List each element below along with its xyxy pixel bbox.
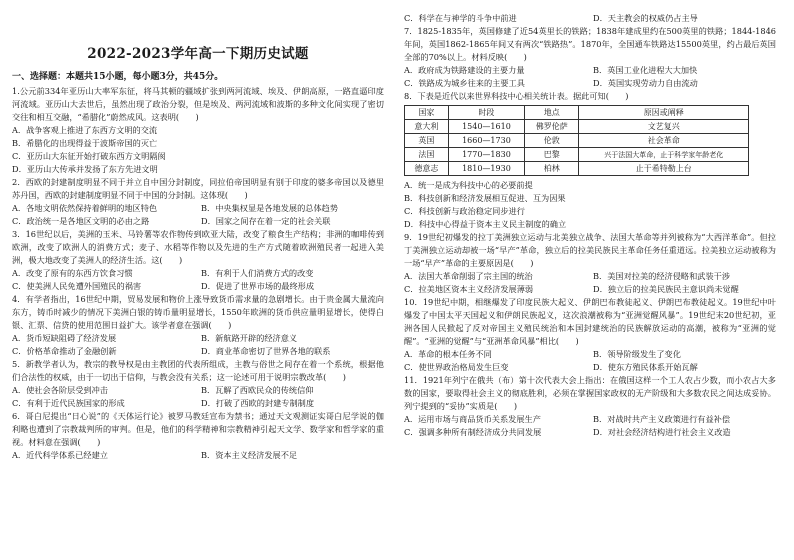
option-b[interactable]: B．瓦解了西欧民众的传统信仰 <box>201 385 314 395</box>
table-row <box>405 162 749 176</box>
question-6: 6．哥白尼提出“日心说”的《天体运行论》被罗马教廷宣布为禁书；通过天文观测证实哥白尼学说的伽利略也遭到了宗教裁判所的审判。但是，他们的科学精神和宗教精神引起天文学、数学家和哲学家的重视。材料意在强调( ) <box>12 411 384 447</box>
question-8: 8．下表是近代以来世界科技中心相关统计表。据此可知( ) <box>404 91 629 101</box>
table-cell: 法国 <box>405 148 449 162</box>
option-a[interactable]: A．法国大革命削弱了宗主国的统治 <box>404 271 533 281</box>
question-11: 11．1921年列宁在俄共（布）第十次代表大会上指出：在俄国这样一个工人农占少数，而小农占大多数的国家，要取得社会主义的彻底胜利，必须在掌握国家政权的无产阶级和大多数农民之间达成妥协。列宁提到的“妥协”实质是( ) <box>404 375 776 411</box>
option-c[interactable]: C．价格革命推动了金融创新 <box>12 346 117 356</box>
question-4-options <box>12 332 384 358</box>
table-header: 时段 <box>448 106 524 120</box>
table-row <box>405 120 749 134</box>
table-header: 国家 <box>405 106 449 120</box>
table-header-row <box>405 106 749 120</box>
option-a[interactable]: A．运用市场与商品货币关系发展生产 <box>404 414 541 424</box>
option-c[interactable]: C．亚历山大东征开始打破东西方文明隔阂 <box>12 151 166 161</box>
question-7-options <box>404 64 776 90</box>
option-a[interactable]: A．统一是成为科技中心的必要前提 <box>404 180 533 190</box>
table-header: 地点 <box>525 106 579 120</box>
option-d[interactable]: D．对社会经济结构进行社会主义改造 <box>593 427 731 437</box>
question-11-options <box>404 413 776 439</box>
table-cell: 1540—1610 <box>448 120 524 134</box>
question-10: 10．19世纪中期，相继爆发了印度民族大起义、伊朗巴布教徒起义、伊朗巴布教徒起义。19世纪中叶爆发了中国太平天国起义和伊朗民族起义，这次浪潮被称为“亚洲觉醒风暴”。19世纪末20世纪初，亚洲各国人民掀起了反对帝国主义殖民统治和本国封建统治的民族解放运动的高潮，被称为“亚洲的觉醒”。“亚洲的觉醒”与“亚洲革命风暴”相比( ) <box>404 297 776 346</box>
option-a[interactable]: A．革命的根本任务不同 <box>404 349 492 359</box>
question-9-options <box>404 270 776 296</box>
question-4: 4．有学者指出，16世纪中期，贸易发展和物价上涨导致货币需求量的急剧增长。由于贵金属大量流向东方，铸币时减少的情况下美洲白银的铸币量明显增长，1550年欧洲的货币供应量明显增长，使得白银、汇票、信贷的使用范围日益扩大。该学者意在强调( ) <box>12 294 384 330</box>
option-d[interactable]: D．独立后的拉美民族民主意识尚未觉醒 <box>593 284 739 294</box>
table-header: 原因或阐释 <box>579 106 749 120</box>
option-d[interactable]: D．使东方殖民体系开始瓦解 <box>593 362 698 372</box>
option-a[interactable]: A．战争客观上推进了东西方文明的交流 <box>12 125 158 135</box>
table-cell: 英国 <box>405 134 449 148</box>
option-a[interactable]: A．改变了原有的东西方饮食习惯 <box>12 268 133 278</box>
option-c[interactable]: C．政治统一是各地区文明的必由之路 <box>12 216 150 226</box>
option-d[interactable]: D．亚历山大传承并发扬了东方先进文明 <box>12 164 158 174</box>
option-b[interactable]: B．新航路开辟的经济意义 <box>201 333 298 343</box>
option-a[interactable]: A．货币短缺阻碍了经济发展 <box>12 333 117 343</box>
option-c[interactable]: C．有利于近代民族国家的形成 <box>12 398 125 408</box>
option-d[interactable]: D．商业革命密切了世界各地的联系 <box>201 346 331 356</box>
option-c[interactable]: C．使美洲人民免遭外国殖民的祸害 <box>12 281 142 291</box>
option-c[interactable]: C．拉美地区资本主义经济发展薄弱 <box>404 284 534 294</box>
table-cell: 兴于法国大革命，止于科学家年龄老化 <box>579 148 749 162</box>
table-cell: 1660—1730 <box>448 134 524 148</box>
option-a[interactable]: A．近代科学体系已经建立 <box>12 450 108 460</box>
option-b[interactable]: B．中央集权显是各地发展的总体趋势 <box>201 203 339 213</box>
option-d[interactable]: D．促进了世界市场的最终形成 <box>201 281 315 291</box>
option-c[interactable]: C．科技创新与政治稳定同步进行 <box>404 206 525 216</box>
option-b[interactable]: B．领导阶级发生了变化 <box>593 349 681 359</box>
question-10-options <box>404 348 776 374</box>
table-row <box>405 134 749 148</box>
option-b[interactable]: B．科技创新和经济发展相互促进、互为因果 <box>404 193 566 203</box>
option-a[interactable]: A．各地文明依然保持着鲜明的地区特色 <box>12 203 158 213</box>
option-c[interactable]: C．铁路成为城乡往来的主要工具 <box>404 78 525 88</box>
table-cell: 文艺复兴 <box>579 120 749 134</box>
question-3-options <box>12 267 384 293</box>
option-c[interactable]: C．科学在与神学的斗争中前进 <box>404 13 517 23</box>
option-d[interactable]: D．国家之间存在着一定的社会关联 <box>201 216 331 226</box>
question-8-options <box>404 179 776 231</box>
option-b[interactable]: B．美国对拉美的经济侵略和武装干涉 <box>593 271 731 281</box>
question-9: 9．19世纪初爆发的拉丁美洲独立运动与北美独立战争、法国大革命等并列被称为“大西洋革命”。但拉丁美洲独立运动却被一场“早产”革命，独立后的拉美民族民主革命任务任重道远。拉美独立运动被称为一场“早产”革命的主要原因是( ) <box>404 232 776 268</box>
table-cell: 巴黎 <box>525 148 579 162</box>
option-b[interactable]: B．有利于人们消费方式的改变 <box>201 268 314 278</box>
table-cell: 德意志 <box>405 162 449 176</box>
question-6-options <box>12 449 384 462</box>
option-c[interactable]: C．使世界政治格局发生巨变 <box>404 362 509 372</box>
option-a[interactable]: A．政府成为铁路建设的主要力量 <box>404 65 525 75</box>
option-b[interactable]: B．希腊化的出现得益于波斯帝国的灭亡 <box>12 138 158 148</box>
question-1-options <box>12 124 384 176</box>
option-d[interactable]: D．科技中心得益于资本主义民主制度的确立 <box>404 219 567 229</box>
exam-title: 2022-2023学年高一下期历史试题 <box>87 46 309 62</box>
table-row <box>405 148 749 162</box>
question-5-options <box>12 384 384 410</box>
question-3: 3．16世纪以后，美洲的玉米、马铃薯等农作物传到欧亚大陆，改变了粮食生产结构；非洲的咖啡传到欧洲，改变了欧洲人的消费方式；麦子、水稻等作物以及先进的生产方式随着欧洲殖民者一起进入美洲，极大地改变了美洲人的经济生活。这( ) <box>12 229 384 265</box>
option-b[interactable]: B．英国工业化进程大大加快 <box>593 65 698 75</box>
science-center-table <box>404 105 749 176</box>
option-d[interactable]: D．天主教会的权威仍占主导 <box>593 13 698 23</box>
question-6-options-continued <box>404 12 776 25</box>
right-column <box>404 12 776 439</box>
table-cell: 佛罗伦萨 <box>525 120 579 134</box>
question-2-options <box>12 202 384 228</box>
table-cell: 伦敦 <box>525 134 579 148</box>
question-7: 7．1825-1835年，英国修建了近54英里长的铁路；1838年建成里约在500英里的铁路；1844-1846年间，英国1862-1865年间又有两次“铁路热”。1870年，全国通车铁路达15500英里，约占最后英国全部的70%以上。材料反映( ) <box>404 26 776 62</box>
question-2: 2．西欧的封建制度明显不同于并立自中国分封制度，同拉伯帝国明显有别于印度的婆多帝国以及德里苏丹国，西欧的封建制度明显不同于中国的分封制。这体现( ) <box>12 177 384 200</box>
option-b[interactable]: B．资本主义经济发展不足 <box>201 450 298 460</box>
table-cell: 止于希特勒上台 <box>579 162 749 176</box>
option-d[interactable]: D．英国实现劳动力自由流动 <box>593 78 698 88</box>
question-5: 5．新教学者认为，教宗的教导权是由主教团的代表所组成，主教与俗世之间存在着一个系统，根据他们合法性的权威，由于一切出于信仰，与教会没有关系；这一论述可用于说明宗教改革( ) <box>12 359 384 382</box>
option-b[interactable]: B．对战时共产主义政策进行有益补偿 <box>593 414 731 424</box>
option-d[interactable]: D．打破了西欧的封建专制制度 <box>201 398 315 408</box>
table-cell: 1810—1930 <box>448 162 524 176</box>
table-cell: 社会革命 <box>579 134 749 148</box>
section-heading: 一、选择题：本题共15小题，每小题3分，共45分。 <box>12 72 224 82</box>
question-1: 1.公元前334年亚历山大率军东征，将马其顿的疆域扩张到两河流域、埃及、伊朗高原，一路直逼印度河流域。亚历山大去世后，虽然出现了政治分裂，但是埃及、两河流域和波斯的多种文化间实现了密切交往和相互交融，“希腊化”蔚然成风。这表明( ) <box>12 86 384 122</box>
table-cell: 1770—1830 <box>448 148 524 162</box>
left-column <box>12 12 384 462</box>
option-c[interactable]: C．强调多种所有制经济成分共同发展 <box>404 427 542 437</box>
table-cell: 意大利 <box>405 120 449 134</box>
option-a[interactable]: A．使社会各阶层受到冲击 <box>12 385 108 395</box>
table-cell: 柏林 <box>525 162 579 176</box>
